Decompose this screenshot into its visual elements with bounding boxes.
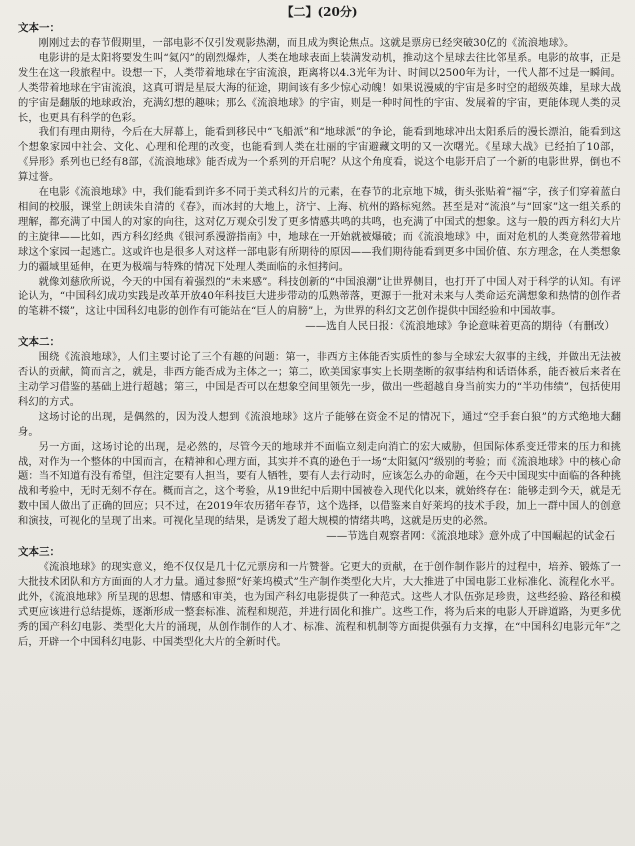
text-one-paragraph: 刚刚过去的春节假期里，一部电影不仅引发观影热潮，而且成为舆论焦点。这就是票房已经突破30亿的《流浪地球》。: [38, 37, 575, 49]
text-two-paragraph: 这场讨论的出现，是偶然的，因为没人想到《流浪地球》这片子能够在资金不足的情况下，通过“空手套白狼”的方式绝地大翻身。: [18, 410, 621, 438]
text-two-paragraph: 另一方面，这场讨论的出现，是必然的，尽管今天的地球并不面临立刻走向消亡的宏大威胁，但国际体系变迁带来的压力和挑战，对作为一个整体的中国而言，在精神和心理方面，其实并不真的逊色于一场“太阳氦闪”级别的考验；而《流浪地球》中的核心命题：当不知道有没有希望，但注定要有人担当，要有人牺牲，要有人去行动时，应该怎么办的命题，在今天中国现实中面临的各种挑战和考验中，无时无刻不存在。概而言之，这个考验，从19世纪中后期中国被卷入现代化以来，就始终存在：能够走到今天，就是无数中国人做出了正确的回应；只不过，在2019年农历猪年春节，这个选择，以借鉴来自好莱坞的技术手段，加上一群中国人的创意和演技，可视化的呈现了出来。可视化呈现的结果，是诱发了超大规模的情绪共鸣，这就是历史的必然。: [18, 440, 621, 528]
text-two-source: ——节选自观察者网：《流浪地球》意外成了中国崛起的试金石: [326, 530, 615, 543]
section-header: 【二】(20分): [281, 5, 358, 19]
text-three-label: 文本三：: [18, 546, 60, 559]
text-one-paragraph: 电影讲的是太阳将要发生叫“氦闪”的剧烈爆炸，人类在地球表面上装满发动机，推动这个星球去往比邻星系。电影的故事，正是发生在这一段旅程中。设想一下，人类带着地球在宇宙流浪，距离将以4.3光年为计、时间以2500年为计，一代人都不过是一瞬间。人类带着地球在宇宙流浪，这真可谓是星辰大海的征途，期间该有多少惊心动魄！如果说漫威的宇宙是多时空的超级英雄，星球大战的宇宙是翻版的地球政治，充满幻想的趣味；那么《流浪地球》的宇宙，则是一种时间性的宇宙、发展着的宇宙，更能体现人类的灵长，也更具有科学的色彩。: [18, 51, 621, 124]
text-one-paragraph: 就像刘慈欣所说，今天的中国有着强烈的“未来感”。科技创新的“中国浪潮”让世界侧目，也打开了中国人对于科学的认知。有评论认为，“中国科幻成功实践是改革开放40年科技巨大进步带动的瓜熟蒂落，更源于一批对未来与人类命运充满想象和热情的创作者的笔耕不辍”，这让中国科幻电影的创作有可能站在“巨人的肩膀”上，为世界的科幻文艺创作提供中国经验和中国故事。: [18, 275, 621, 318]
text-one-label: 文本一：: [18, 22, 60, 34]
text-one-paragraph: 我们有理由期待，今后在大屏幕上，能看到移民中“飞船派”和“地球派”的争论，能看到地球冲出太阳系后的漫长漂泊，能看到这个想象家园中社会、文化、心理和伦理的改变，也能看到人类在壮丽的宇宙避藏文明的又一次曙光。《星球大战》已经拍了10部，《异形》系列也已经有8部，《流浪地球》能否成为一个系列的开启呢？从这个角度看，说这个电影开启了一个新的电影世界，倒也不算过誉。: [18, 126, 621, 184]
text-one-source: ——选自人民日报：《流浪地球》争论意味着更高的期待（有删改）: [305, 320, 615, 333]
text-two-label: 文本二：: [18, 336, 60, 349]
text-three-paragraph: 《流浪地球》的现实意义，绝不仅仅是几十亿元票房和一片赞誉。它更大的贡献，在于创作制作影片的过程中，培养、锻炼了一大批技术团队和方方面面的人才力量。通过参照“好莱坞模式”生产制作类型化大片，大大推进了中国电影工业标准化、流程化水平。此外，《流浪地球》所呈现的思想、情感和审美，也为国产科幻电影提供了一种范式。这些人才队伍弥足珍贵，这些经验、路径和模式更应该进行总结提炼，逐渐形成一整套标准、流程和规范，并进行固化和推广。这些工作，将为后来的电影人开辟道路，为更多优秀的国产科幻电影、类型化大片的涌现，从创作制作的人才、标准、流程和机制等方面提供强有力支撑，在“中国科幻电影元年”之后，开辟一个中国科幻电影、中国类型化大片的全新时代。: [18, 561, 621, 648]
text-one-paragraph: 在电影《流浪地球》中，我们能看到许多不同于美式科幻片的元素，在春节的北京地下城，街头张贴着“福”字，孩子们穿着蓝白相间的校服，课堂上朗读朱自清的《春》，而冰封的大地上，济宁、上海、杭州的路标宛然。甚至是对“流浪”与“回家”这一组关系的理解，都充满了中国人的对家的向往，这对亿万观众引发了更多情感共鸣的共鸣，也充满了中国式的想象。这与一般的西方科幻大片的主旋律——比如，西方科幻经典《银河系漫游指南》中，地球在一开始就被爆破；而《流浪地球》中，面对危机的人类竟然带着地球这个家园一起逃亡。这或许也是很多人对这样一部电影有所期待的原因——我们期待能看到更多中国价值、东方理念，在人类想象力的疆域里延伸，在更为极端与特殊的情况下处理人类面临的永恒拷问。: [18, 186, 621, 273]
text-two-paragraph: 围绕《流浪地球》，人们主要讨论了三个有趣的问题：第一，非西方主体能否实质性的参与全球宏大叙事的主线，并做出无法被否认的贡献，简而言之，就是，非西方能否成为主体之一；第二，欧美国家事实上长期垄断的叙事结构和话语体系，能否被后来者在主动学习借鉴的基础上进行超越；第三，中国是否可以在想象空间里领先一步，做出一些超越自身当前实力的“半功伟绩”，包括使用科幻的方式。: [18, 351, 621, 408]
